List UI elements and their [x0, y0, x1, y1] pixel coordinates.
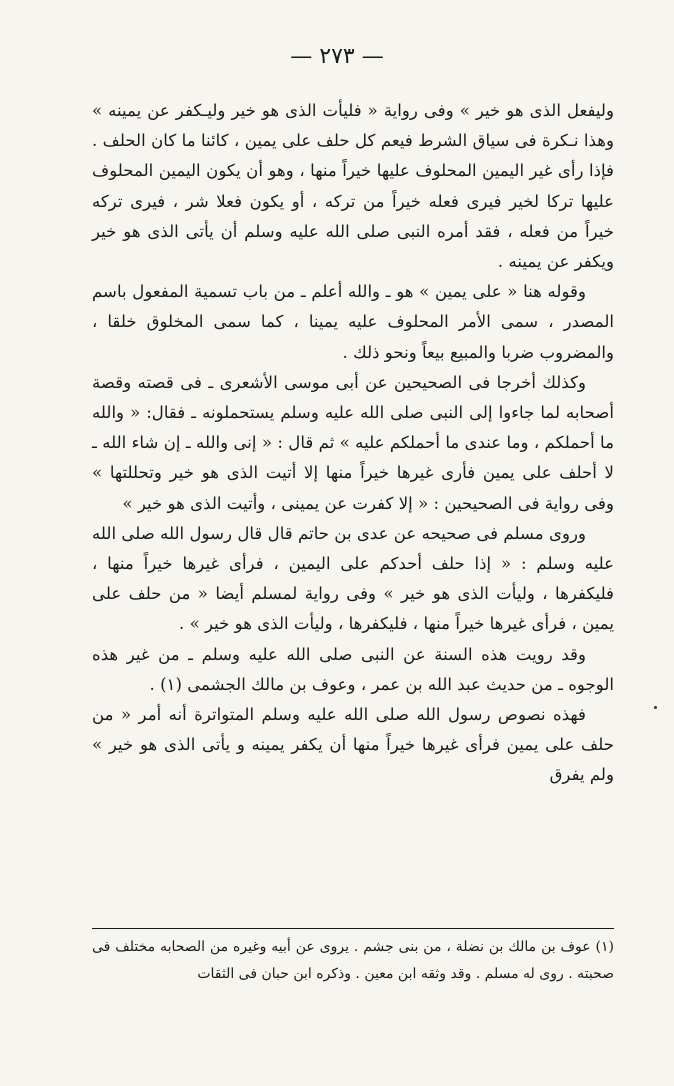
footnote-divider: [92, 928, 614, 929]
body-text: [92, 96, 614, 791]
margin-mark: [654, 706, 657, 709]
paragraph-5: وقد رويت هذه السنة عن النبى صلى الله عليه وسلم ـ من غير هذه الوجوه ـ من حديث عبد الله بن عمر ، وعوف بن مالك الجشمى (١) .: [92, 644, 614, 694]
page-number: — ٢٧٣ —: [290, 44, 384, 69]
paragraph-1: وليفعل الذى هو خير » وفى رواية « فليأت الذى هو خير وليـكفر عن يمينه » وهذا نـكرة فى سياق الشرط فيعم كل حلف على يمين ، كائنا ما كان الحلف . فإذا رأى غير اليمين المحلوف عليها خيراً منها ، وهو أن يكون اليمين المحلوف عليها تركا لخير فيرى فعله خيراً من تركه ، أو يكون فعلا شر ، فيرى تركه خيراً من فعله ، فقد أمره النبى صلى الله عليه وسلم أن يأتى الذى هو خير ويكفر عن يمينه .: [92, 101, 614, 272]
footnote-text: (١) عوف بن مالك بن نضلة ، من بنى جشم . يروى عن أبيه وغيره من الصحابه مختلف فى صحبته . روى له مسلم . وقد وثقه ابن معين . وذكره ابن حبان فى الثقات: [92, 939, 614, 982]
paragraph-2: وقوله هنا « على يمين » هو ـ والله أعلم ـ من باب تسمية المفعول باسم المصدر ، سمى الأمر المحلوف عليه يمينا ، كما سمى المخلوق خلقا ، والمضروب ضربا والمبيع بيعاً ونحو ذلك .: [92, 282, 614, 362]
paragraph-6: فهذه نصوص رسول الله صلى الله عليه وسلم المتواترة أنه أمر « من حلف على يمين فرأى غيرها خيراً منها أن يكفر يمينه و يأتى الذى هو خير » ولم يفرق: [92, 705, 614, 785]
paragraph-4: وروى مسلم فى صحيحه عن عدى بن حاتم قال قال رسول الله صلى الله عليه وسلم : « إذا حلف أحدكم على اليمين ، فرأى غيرها خيراً منها ، فليكفرها ، وليأت الذى هو خير » وفى رواية لمسلم أيضا « من حلف على يمين ، فرأى غيرها خيراً منها ، فليكفرها ، وليأت الذى هو خير » .: [92, 523, 614, 634]
paragraph-3: وكذلك أخرجا فى الصحيحين عن أبى موسى الأشعرى ـ فى قصته وقصة أصحابه لما جاءوا إلى النبى صلى الله عليه وسلم يستحملونه ـ فقال: « والله ما أحملكم ، وما عندى ما أحملكم عليه » ثم قال : « إنى والله ـ إن شاء الله ـ لا أحلف على يمين فأرى غيرها خيراً منها إلا أتيت الذى هو خير وتحللتها » وفى رواية فى الصحيحين : « إلا كفرت عن يمينى ، وأتيت الذى هو خير »: [92, 372, 614, 513]
footnote: [92, 934, 614, 988]
